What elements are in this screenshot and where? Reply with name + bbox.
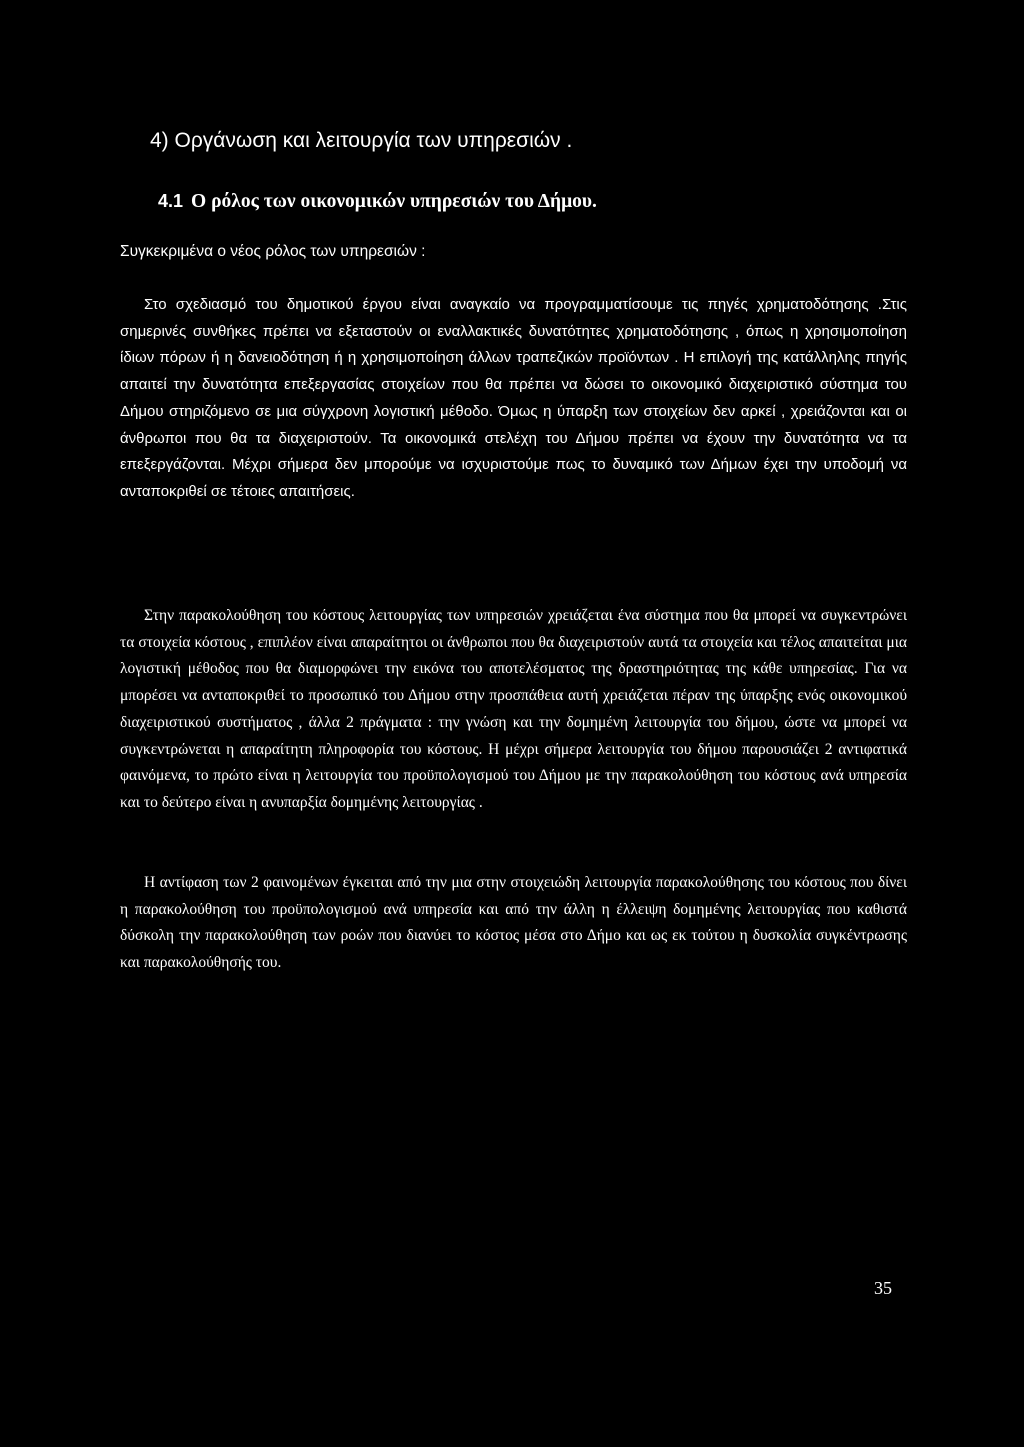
intro-line: Συγκεκριμένα ο νέος ρόλος των υπηρεσιών :	[120, 243, 426, 260]
paragraph-contradiction: Η αντίφαση των 2 φαινομένων έγκειται από την μια στην στοιχειώδη λειτουργία παρακολούθησης του κόστους που δίνει η παρακολούθηση του προϋπολογισμού ανά υπηρεσία και από την άλλη η έλλειψη δομημένης λειτουργίας που καθιστά δύσκολη την παρακολούθηση των ροών που διανύει το κόστος μέσα στο Δήμο και ως εκ τούτου η δυσκολία συγκέντρωσης και παρακολούθησής του.	[120, 874, 907, 972]
section-title: Ο ρόλος των οικονομικών υπηρεσιών του Δήμου.	[191, 191, 597, 212]
paragraph-cost-monitoring: Στην παρακολούθηση του κόστους λειτουργίας των υπηρεσιών χρειάζεται ένα σύστημα που θα μπορεί να συγκεντρώνει τα στοιχεία κόστους , επιπλέον είναι απαραίτητοι οι άνθρωποι που θα διαχειριστούν αυτά τα στοιχεία και τέλος απαιτείται μια λογιστική μέθοδος που θα διαμορφώνει την εικόνα του αποτελέσματος της δραστηριότητας της κάθε υπηρεσίας. Για να μπορέσει να ανταποκριθεί το προσωπικό του Δήμου στην προσπάθεια αυτή χρειάζεται πέραν της ύπαρξης ενός οικονομικού διαχειριστικού συστήματος , άλλα 2 πράγματα : την γνώση και την δομημένη λειτουργία του δήμου, ώστε να μπορεί να συγκεντρώνεται η απαραίτητη πληροφορία του κόστους. Η μέχρι σήμερα λειτουργία του δήμου παρουσιάζει 2 αντιφατικά φαινόμενα, το πρώτο είναι η λειτουργία του προϋπολογισμού του Δήμου με την παρακολούθηση του κόστους ανά υπηρεσία και το δεύτερο είναι η ανυπαρξία δομημένης λειτουργίας .	[120, 607, 907, 811]
page-number: 35	[874, 1278, 892, 1298]
paragraph-financing: Στο σχεδιασμό του δημοτικού έργου είναι αναγκαίο να προγραμματίσουμε τις πηγές χρηματοδότησης .Στις σημερινές συνθήκες πρέπει να εξεταστούν οι εναλλακτικές δυνατότητες χρηματοδότησης , όπως η χρησιμοποίηση ίδιων πόρων ή η δανειοδότηση ή η χρησιμοποίηση άλλων τραπεζικών προϊόντων . Η επιλογή της κατάλληλης πηγής απαιτεί την δυνατότητα επεξεργασίας στοιχείων που θα πρέπει να δώσει το οικονομικό διαχειριστικό σύστημα του Δήμου στηριζόμενο σε μια σύγχρονη λογιστική μέθοδο. Όμως η ύπαρξη των στοιχείων δεν αρκεί , χρειάζονται και οι άνθρωποι που θα τα διαχειριστούν. Τα οικονομικά στελέχη του Δήμου πρέπει να έχουν την δυνατότητα να τα επεξεργάζονται. Μέχρι σήμερα δεν μπορούμε να ισχυριστούμε πως το δυναμικό των Δήμων έχει την υποδομή να ανταποκριθεί σε τέτοιες απαιτήσεις.	[120, 296, 907, 500]
chapter-heading: 4) Οργάνωση και λειτουργία των υπηρεσιών .	[150, 129, 573, 152]
section-number: 4.1	[158, 191, 184, 211]
section-heading	[158, 191, 597, 213]
